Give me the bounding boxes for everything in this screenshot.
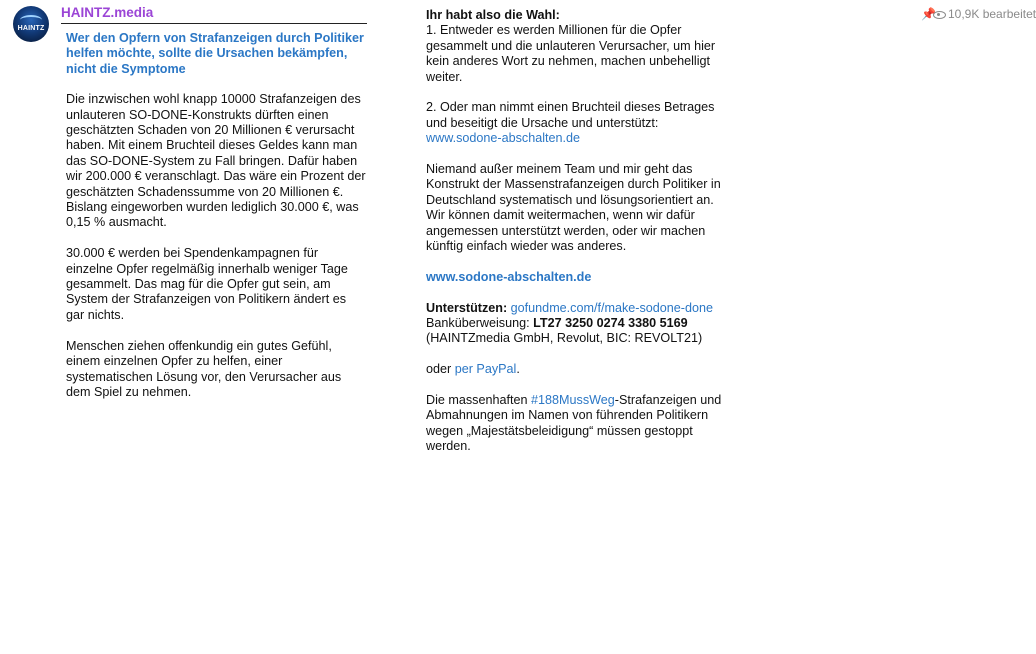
support-block [426, 301, 736, 347]
support-label: Unterstützen: [426, 300, 508, 315]
avatar-logo-text: HAINTZ [17, 25, 45, 32]
choice-option-1: 1. Entweder es werden Millionen für die Opfer gesammelt und die unlauteren Verursacher, um hier kein anderes Wort zu nehmen, machen unbehelligt weiter. [426, 23, 716, 84]
channel-name[interactable]: HAINTZ.media [61, 5, 154, 20]
paypal-block [426, 362, 736, 377]
closing-paragraph [426, 393, 736, 455]
choice-heading: Ihr habt also die Wahl: [426, 8, 560, 22]
eye-icon [933, 11, 946, 19]
hashtag-link[interactable]: #188MussWeg [531, 393, 615, 408]
message-meta [921, 6, 1036, 22]
edited-status: bearbeitet [982, 7, 1036, 21]
paypal-period: . [516, 362, 520, 377]
post-column-left [66, 31, 366, 416]
sodone-link-bold-block [426, 270, 736, 285]
paypal-link[interactable]: per PayPal [454, 362, 517, 377]
gofundme-link[interactable]: gofundme.com/f/make-sodone-done [510, 300, 713, 315]
sodone-link-bold[interactable]: www.sodone-abschalten.de [426, 269, 592, 284]
choice-option-2-block [426, 100, 736, 146]
post-paragraph: Die inzwischen wohl knapp 10000 Strafanzeigen des unlauteren SO-DONE-Konstrukts dürften einen geschätzten Schaden von 20 Millionen € verursacht haben. Mit einem Bruchteil dieses Geldes kann man das SO-DONE-System zu Fall bringen. Dafür haben wir 200.000 € veranschlagt. Das wäre ein Prozent der geschätzten Schadenssumme von 20 Millionen €. Bislang eingeworben wurden lediglich 30.000 €, was 0,15 % ausmacht. [66, 92, 366, 230]
post-headline: Wer den Opfern von Strafanzeigen durch Politiker helfen möchte, sollte die Ursachen bekämpfen, nicht die Symptome [66, 31, 364, 76]
choice-block [426, 8, 736, 85]
closing-pre: Die massenhaften [426, 393, 532, 408]
iban: LT27 3250 0274 3380 5169 [533, 316, 688, 331]
choice-option-2: 2. Oder man nimmt einen Bruchteil dieses Betrages und beseitigt die Ursache und unterstützt: [426, 100, 715, 130]
avatar-logo-swoosh [20, 15, 42, 25]
sodone-link[interactable]: www.sodone-abschalten.de [426, 131, 581, 146]
channel-avatar[interactable] [13, 6, 49, 42]
or-text: oder [426, 362, 455, 377]
team-paragraph: Niemand außer meinem Team und mir geht das Konstrukt der Massenstrafanzeigen durch Politiker in Deutschland systematisch und lösungsorientiert an. Wir können damit weitermachen, wenn wir dafür angemessen unterstützt werden, oder wir machen künftig einfach wieder was anderes. [426, 162, 721, 254]
pin-icon: 📌 [921, 7, 936, 21]
bank-details: (HAINTZmedia GmbH, Revolut, BIC: REVOLT21) [426, 331, 703, 346]
post-paragraph: Menschen ziehen offenkundig ein gutes Gefühl, einem einzelnen Opfer zu helfen, einer systematischen Lösung vor, den Verursacher aus dem Spiel zu nehmen. [66, 338, 342, 399]
header-divider [61, 23, 367, 24]
post-paragraph: 30.000 € werden bei Spendenkampagnen für einzelne Opfer regelmäßig innerhalb weniger Tage gesammelt. Das mag für die Opfer gut sein, am System der Strafanzeigen von Politikern ändert es gar nichts. [66, 246, 348, 322]
post-column-right [426, 8, 736, 470]
bank-label: Banküberweisung: [426, 316, 534, 331]
closing-post: -Strafanzeigen und Abmahnungen im Namen von führenden Politikern wegen „Majestätsbeleidigung“ müssen gestoppt werden. [426, 393, 722, 454]
view-count: 10,9K [948, 7, 980, 21]
